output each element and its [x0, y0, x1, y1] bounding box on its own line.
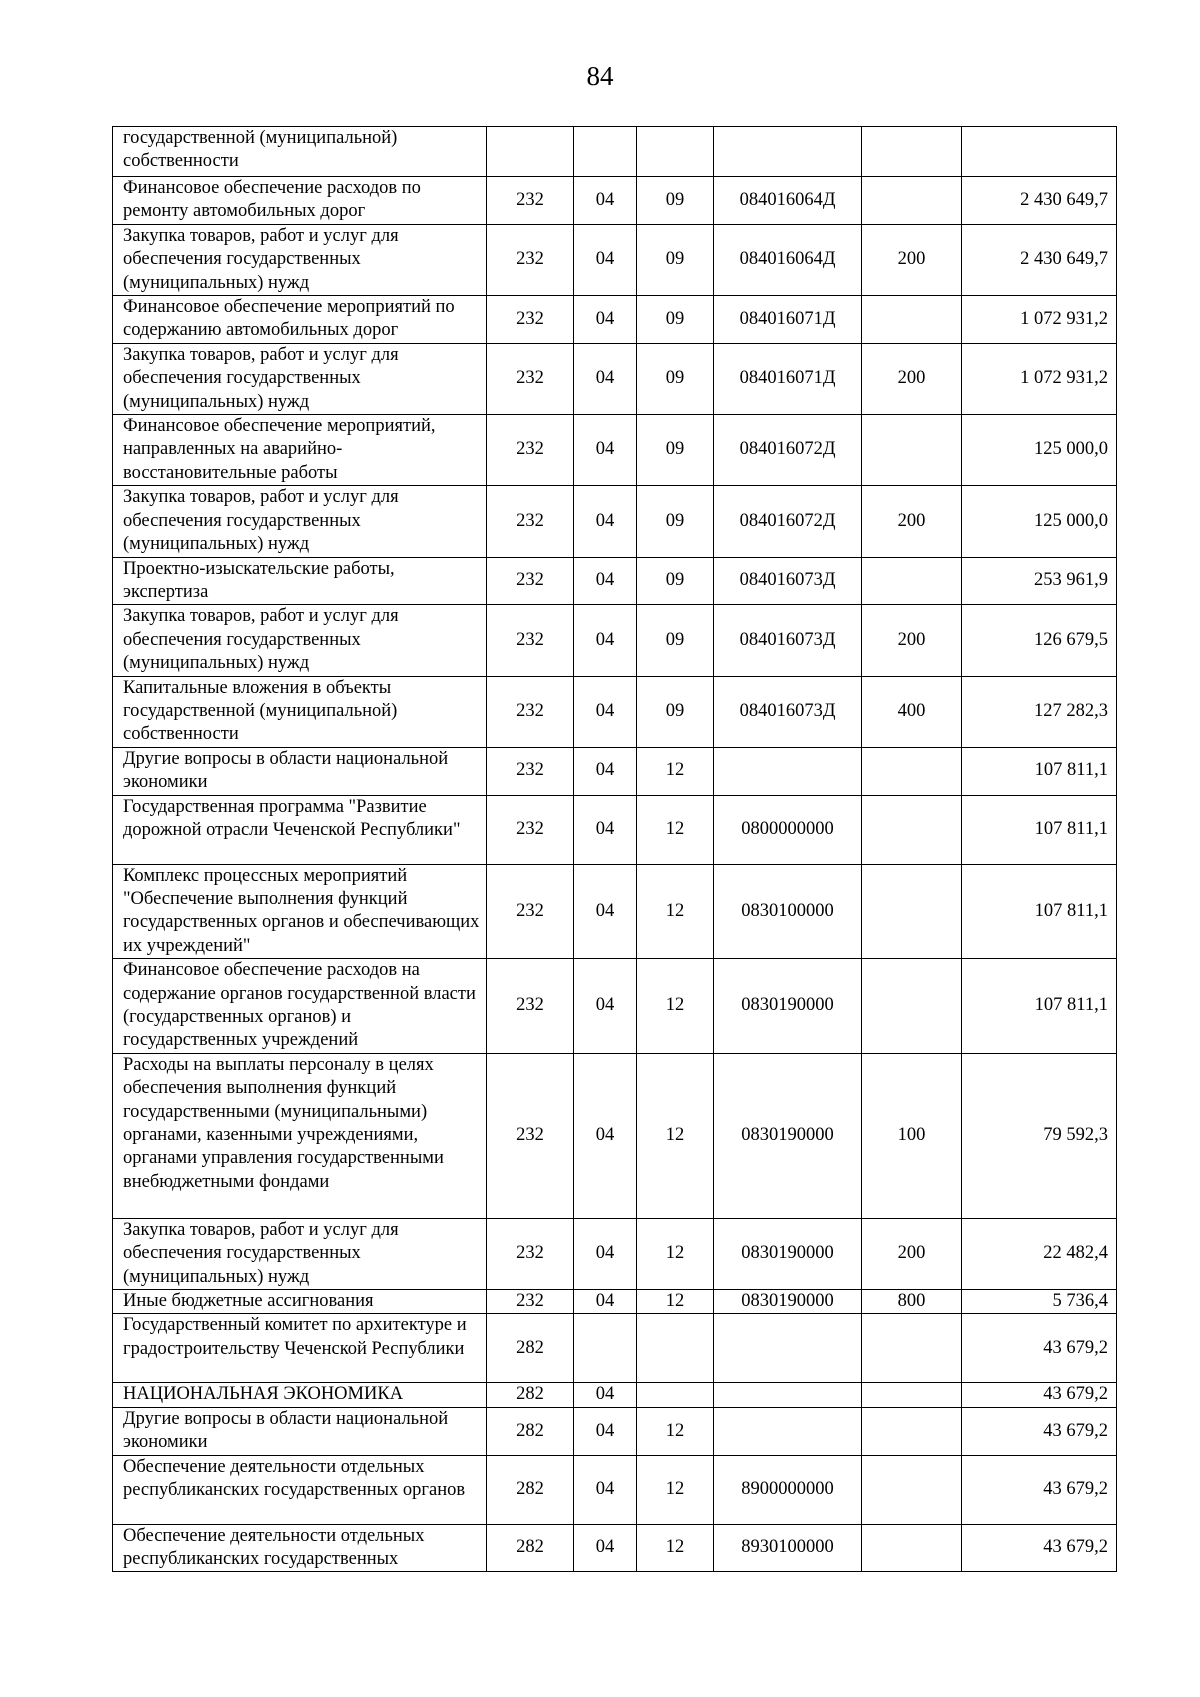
- cell-amount: 126 679,5: [962, 605, 1117, 676]
- cell-name: Закупка товаров, работ и услуг для обеспечения государственных (муниципальных) нужд: [113, 1218, 487, 1289]
- cell-name: Обеспечение деятельности отдельных республиканских государственных органов: [113, 1455, 487, 1524]
- cell-expense-type: 200: [862, 486, 962, 557]
- cell-grbs: 232: [487, 343, 574, 414]
- cell-subsection: 09: [637, 343, 714, 414]
- cell-name: Обеспечение деятельности отдельных республиканских государственных: [113, 1524, 487, 1572]
- cell-expense-type: 100: [862, 1053, 962, 1218]
- cell-grbs: 232: [487, 177, 574, 225]
- cell-subsection: 12: [637, 1524, 714, 1572]
- cell-subsection: 09: [637, 177, 714, 225]
- cell-section: 04: [574, 1407, 637, 1455]
- cell-section: 04: [574, 959, 637, 1054]
- cell-name: Финансовое обеспечение расходов по ремонту автомобильных дорог: [113, 177, 487, 225]
- cell-target-article: 084016071Д: [714, 296, 862, 344]
- cell-subsection: 12: [637, 1218, 714, 1289]
- cell-target-article: 8930100000: [714, 1524, 862, 1572]
- cell-grbs: 232: [487, 959, 574, 1054]
- cell-grbs: 282: [487, 1455, 574, 1524]
- cell-section: 04: [574, 1524, 637, 1572]
- cell-expense-type: [862, 1455, 962, 1524]
- cell-amount: 107 811,1: [962, 864, 1117, 959]
- cell-amount: 5 736,4: [962, 1290, 1117, 1314]
- table-row: [113, 296, 1117, 344]
- cell-target-article: 084016071Д: [714, 343, 862, 414]
- table-row: [113, 959, 1117, 1054]
- table-row: [113, 415, 1117, 486]
- cell-expense-type: 800: [862, 1290, 962, 1314]
- cell-amount: 1 072 931,2: [962, 343, 1117, 414]
- cell-expense-type: 200: [862, 224, 962, 295]
- cell-section: 04: [574, 486, 637, 557]
- cell-grbs: 282: [487, 1314, 574, 1383]
- cell-expense-type: 400: [862, 676, 962, 747]
- cell-subsection: 12: [637, 1407, 714, 1455]
- cell-subsection: 09: [637, 605, 714, 676]
- cell-grbs: 282: [487, 1383, 574, 1407]
- cell-amount: 43 679,2: [962, 1383, 1117, 1407]
- cell-subsection: 12: [637, 1455, 714, 1524]
- cell-amount: 253 961,9: [962, 557, 1117, 605]
- cell-amount: 2 430 649,7: [962, 177, 1117, 225]
- budget-table: [112, 126, 1117, 1572]
- cell-section: 04: [574, 1455, 637, 1524]
- cell-grbs: 232: [487, 1218, 574, 1289]
- cell-section: 04: [574, 795, 637, 864]
- cell-section: 04: [574, 1218, 637, 1289]
- cell-section: 04: [574, 605, 637, 676]
- cell-expense-type: [862, 1407, 962, 1455]
- cell-grbs: 282: [487, 1524, 574, 1572]
- cell-grbs: 232: [487, 296, 574, 344]
- table-row: [113, 127, 1117, 177]
- cell-target-article: 084016072Д: [714, 415, 862, 486]
- cell-grbs: 282: [487, 1407, 574, 1455]
- cell-name: НАЦИОНАЛЬНАЯ ЭКОНОМИКА: [113, 1383, 487, 1407]
- cell-grbs: 232: [487, 676, 574, 747]
- cell-name: Финансовое обеспечение расходов на содержание органов государственной власти (государственных органов) и государственных учреждений: [113, 959, 487, 1054]
- cell-grbs: 232: [487, 795, 574, 864]
- cell-section: 04: [574, 557, 637, 605]
- cell-section: 04: [574, 415, 637, 486]
- cell-name: Финансовое обеспечение мероприятий, направленных на аварийно-восстановительные работы: [113, 415, 487, 486]
- table-row: [113, 1290, 1117, 1314]
- cell-name: Закупка товаров, работ и услуг для обеспечения государственных (муниципальных) нужд: [113, 605, 487, 676]
- cell-name: Иные бюджетные ассигнования: [113, 1290, 487, 1314]
- cell-expense-type: [862, 959, 962, 1054]
- cell-target-article: 084016064Д: [714, 177, 862, 225]
- cell-name: Другие вопросы в области национальной экономики: [113, 747, 487, 795]
- cell-target-article: [714, 747, 862, 795]
- cell-target-article: 0800000000: [714, 795, 862, 864]
- cell-expense-type: [862, 415, 962, 486]
- cell-amount: 43 679,2: [962, 1314, 1117, 1383]
- page-number: 84: [586, 61, 614, 91]
- cell-grbs: [487, 127, 574, 177]
- cell-subsection: 12: [637, 1053, 714, 1218]
- cell-amount: 2 430 649,7: [962, 224, 1117, 295]
- table-row: [113, 1524, 1117, 1572]
- cell-target-article: [714, 1383, 862, 1407]
- cell-expense-type: 200: [862, 605, 962, 676]
- table-row: [113, 1407, 1117, 1455]
- cell-amount: 43 679,2: [962, 1524, 1117, 1572]
- table-row: [113, 676, 1117, 747]
- table-row: [113, 1455, 1117, 1524]
- cell-grbs: 232: [487, 557, 574, 605]
- cell-expense-type: [862, 1383, 962, 1407]
- cell-section: [574, 1314, 637, 1383]
- cell-section: 04: [574, 296, 637, 344]
- cell-name: Финансовое обеспечение мероприятий по содержанию автомобильных дорог: [113, 296, 487, 344]
- table-row: [113, 1383, 1117, 1407]
- table-row: [113, 557, 1117, 605]
- cell-subsection: [637, 1383, 714, 1407]
- cell-target-article: 0830190000: [714, 959, 862, 1054]
- cell-name: Комплекс процессных мероприятий "Обеспечение выполнения функций государственных органов и обеспечивающих их учреждений": [113, 864, 487, 959]
- cell-subsection: 12: [637, 864, 714, 959]
- cell-section: 04: [574, 1053, 637, 1218]
- cell-target-article: 0830190000: [714, 1218, 862, 1289]
- cell-section: 04: [574, 343, 637, 414]
- cell-target-article: [714, 1314, 862, 1383]
- cell-amount: [962, 127, 1117, 177]
- table-row: [113, 747, 1117, 795]
- cell-amount: 127 282,3: [962, 676, 1117, 747]
- table-row: [113, 795, 1117, 864]
- cell-expense-type: [862, 557, 962, 605]
- cell-target-article: 8900000000: [714, 1455, 862, 1524]
- cell-section: 04: [574, 864, 637, 959]
- table-row: [113, 605, 1117, 676]
- cell-subsection: 12: [637, 795, 714, 864]
- table-row: [113, 1314, 1117, 1383]
- cell-target-article: 084016073Д: [714, 676, 862, 747]
- cell-name: Капитальные вложения в объекты государственной (муниципальной) собственности: [113, 676, 487, 747]
- cell-subsection: 12: [637, 1290, 714, 1314]
- cell-expense-type: [862, 127, 962, 177]
- cell-amount: 1 072 931,2: [962, 296, 1117, 344]
- table-row: [113, 177, 1117, 225]
- cell-target-article: 084016064Д: [714, 224, 862, 295]
- cell-amount: 43 679,2: [962, 1455, 1117, 1524]
- cell-section: 04: [574, 1290, 637, 1314]
- cell-expense-type: [862, 1524, 962, 1572]
- cell-expense-type: [862, 747, 962, 795]
- cell-target-article: 0830100000: [714, 864, 862, 959]
- cell-grbs: 232: [487, 415, 574, 486]
- cell-name: Государственный комитет по архитектуре и градостроительству Чеченской Республики: [113, 1314, 487, 1383]
- cell-expense-type: [862, 1314, 962, 1383]
- cell-subsection: [637, 127, 714, 177]
- cell-name: Закупка товаров, работ и услуг для обеспечения государственных (муниципальных) нужд: [113, 343, 487, 414]
- cell-grbs: 232: [487, 1290, 574, 1314]
- cell-section: 04: [574, 1383, 637, 1407]
- cell-name: Закупка товаров, работ и услуг для обеспечения государственных (муниципальных) нужд: [113, 486, 487, 557]
- cell-name: Другие вопросы в области национальной экономики: [113, 1407, 487, 1455]
- table-row: [113, 864, 1117, 959]
- cell-target-article: 084016073Д: [714, 557, 862, 605]
- table-row: [113, 486, 1117, 557]
- table-row: [113, 343, 1117, 414]
- cell-subsection: 09: [637, 557, 714, 605]
- cell-target-article: [714, 1407, 862, 1455]
- cell-subsection: 12: [637, 747, 714, 795]
- cell-grbs: 232: [487, 605, 574, 676]
- cell-amount: 125 000,0: [962, 486, 1117, 557]
- cell-expense-type: 200: [862, 343, 962, 414]
- cell-amount: 22 482,4: [962, 1218, 1117, 1289]
- cell-expense-type: [862, 177, 962, 225]
- cell-grbs: 232: [487, 864, 574, 959]
- cell-amount: 107 811,1: [962, 795, 1117, 864]
- cell-name: Государственная программа "Развитие дорожной отрасли Чеченской Республики": [113, 795, 487, 864]
- cell-section: 04: [574, 177, 637, 225]
- cell-name: государственной (муниципальной) собственности: [113, 127, 487, 177]
- cell-amount: 107 811,1: [962, 959, 1117, 1054]
- cell-target-article: 084016073Д: [714, 605, 862, 676]
- cell-amount: 79 592,3: [962, 1053, 1117, 1218]
- table-row: [113, 224, 1117, 295]
- cell-subsection: 09: [637, 224, 714, 295]
- table-row: [113, 1218, 1117, 1289]
- cell-section: 04: [574, 224, 637, 295]
- cell-target-article: [714, 127, 862, 177]
- cell-section: 04: [574, 747, 637, 795]
- cell-amount: 125 000,0: [962, 415, 1117, 486]
- cell-grbs: 232: [487, 747, 574, 795]
- cell-subsection: 12: [637, 959, 714, 1054]
- cell-amount: 43 679,2: [962, 1407, 1117, 1455]
- cell-section: 04: [574, 676, 637, 747]
- cell-subsection: 09: [637, 415, 714, 486]
- cell-grbs: 232: [487, 1053, 574, 1218]
- cell-name: Проектно-изыскательские работы, экспертиза: [113, 557, 487, 605]
- cell-expense-type: [862, 864, 962, 959]
- cell-grbs: 232: [487, 486, 574, 557]
- table-row: [113, 1053, 1117, 1218]
- cell-expense-type: [862, 795, 962, 864]
- cell-amount: 107 811,1: [962, 747, 1117, 795]
- cell-subsection: 09: [637, 486, 714, 557]
- cell-section: [574, 127, 637, 177]
- cell-name: Расходы на выплаты персоналу в целях обеспечения выполнения функций государственными (муниципальными) органами, казенными учреждениями, органами управления государственными внебюджетными фондами: [113, 1053, 487, 1218]
- cell-grbs: 232: [487, 224, 574, 295]
- cell-subsection: 09: [637, 676, 714, 747]
- cell-subsection: [637, 1314, 714, 1383]
- cell-target-article: 0830190000: [714, 1290, 862, 1314]
- cell-expense-type: 200: [862, 1218, 962, 1289]
- cell-subsection: 09: [637, 296, 714, 344]
- cell-target-article: 084016072Д: [714, 486, 862, 557]
- cell-target-article: 0830190000: [714, 1053, 862, 1218]
- cell-expense-type: [862, 296, 962, 344]
- cell-name: Закупка товаров, работ и услуг для обеспечения государственных (муниципальных) нужд: [113, 224, 487, 295]
